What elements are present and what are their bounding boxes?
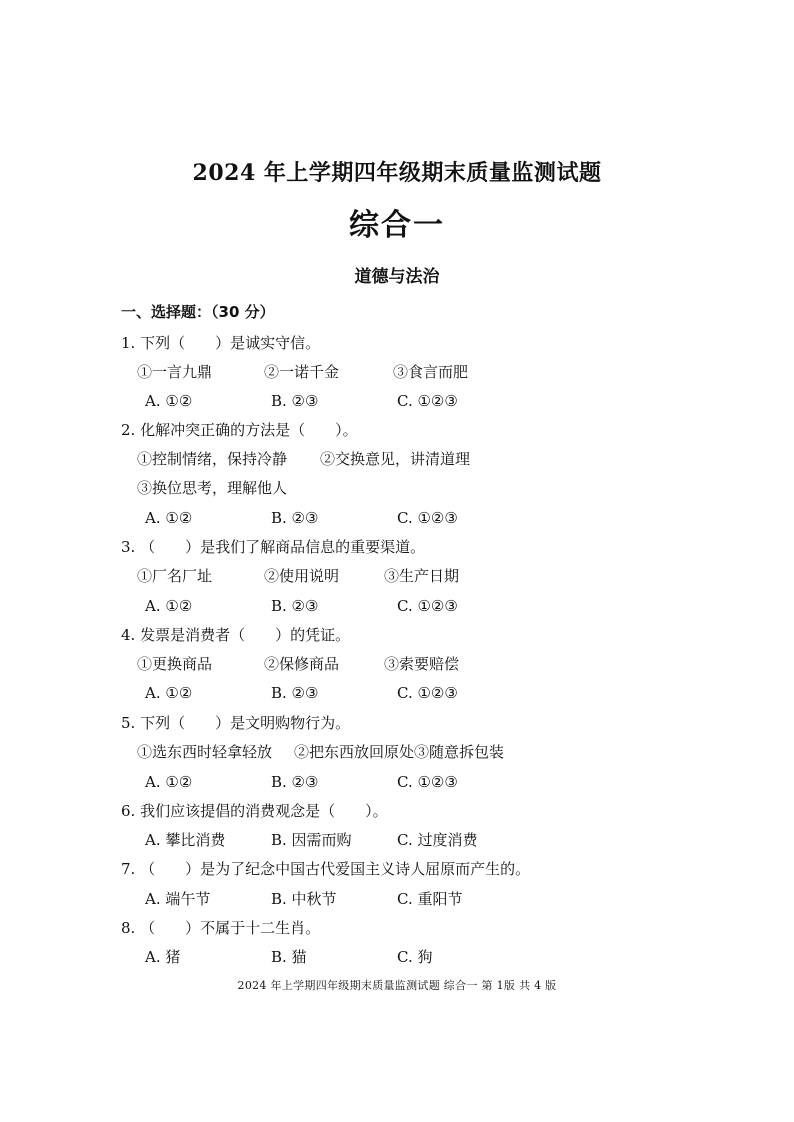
option-b: B. ②③	[271, 684, 319, 702]
statement: ①更换商品	[137, 655, 213, 673]
option-b: B. 中秋节	[271, 890, 337, 908]
option-a: A. ①②	[145, 509, 193, 527]
exam-subtitle: 综合一	[349, 208, 445, 243]
statement: ③索要赔偿	[384, 655, 460, 673]
option-c: C. ①②③	[397, 684, 458, 702]
statement: ③换位思考，理解他人	[137, 479, 288, 497]
option-c: C. 狗	[397, 948, 433, 966]
option-c: C. 重阳节	[397, 890, 463, 908]
subject-heading: 道德与法治	[354, 267, 440, 287]
statement: ①选东西时轻拿轻放	[137, 743, 273, 761]
option-c: C. ①②③	[397, 392, 458, 410]
option-c: C. ①②③	[397, 597, 458, 615]
option-c: C. ①②③	[397, 773, 458, 791]
exam-title: 2024 年上学期四年级期末质量监测试题	[192, 160, 602, 186]
option-b: B. ②③	[271, 509, 319, 527]
option-b: B. ②③	[271, 597, 319, 615]
statement: ②保修商品	[264, 655, 340, 673]
question-6-text: 6. 我们应该提倡的消费观念是（ ）。	[121, 802, 388, 820]
statement: ②把东西放回原处	[294, 743, 415, 761]
option-a: A. ①②	[145, 392, 193, 410]
question-2-text: 2. 化解冲突正确的方法是（ ）。	[121, 421, 358, 439]
statement: ①厂名厂址	[137, 567, 213, 585]
question-8-text: 8. （ ）不属于十二生肖。	[121, 919, 321, 937]
page-footer: 2024 年上学期四年级期末质量监测试题 综合一 第 1版 共 4 版	[237, 979, 557, 992]
option-b: B. 因需而购	[271, 831, 352, 849]
statement: ②使用说明	[264, 567, 340, 585]
option-a: A. 猪	[145, 948, 181, 966]
option-b: B. ②③	[271, 773, 319, 791]
section-heading: 一、选择题：（30 分）	[121, 303, 275, 321]
question-7-text: 7. （ ）是为了纪念中国古代爱国主义诗人屈原而产生的。	[121, 860, 531, 878]
option-a: A. ①②	[145, 773, 193, 791]
statement: ①控制情绪，保持冷静	[137, 450, 288, 468]
question-3-text: 3. （ ）是我们了解商品信息的重要渠道。	[121, 538, 426, 556]
option-a: A. ①②	[145, 597, 193, 615]
statement: ③随意拆包装	[414, 743, 505, 761]
option-c: C. 过度消费	[397, 831, 478, 849]
statement: ②一诺千金	[264, 363, 340, 381]
option-a: A. 攀比消费	[145, 831, 226, 849]
option-a: A. 端午节	[145, 890, 211, 908]
statement: ①一言九鼎	[137, 363, 213, 381]
question-5-text: 5. 下列（ ）是文明购物行为。	[121, 714, 351, 732]
question-1-text: 1. 下列（ ）是诚实守信。	[121, 334, 321, 352]
statement: ②交换意见，讲清道理	[320, 450, 471, 468]
option-b: B. 猫	[271, 948, 307, 966]
option-a: A. ①②	[145, 684, 193, 702]
option-b: B. ②③	[271, 392, 319, 410]
question-4-text: 4. 发票是消费者（ ）的凭证。	[121, 626, 351, 644]
statement: ③生产日期	[384, 567, 460, 585]
option-c: C. ①②③	[397, 509, 458, 527]
statement: ③食言而肥	[393, 363, 469, 381]
